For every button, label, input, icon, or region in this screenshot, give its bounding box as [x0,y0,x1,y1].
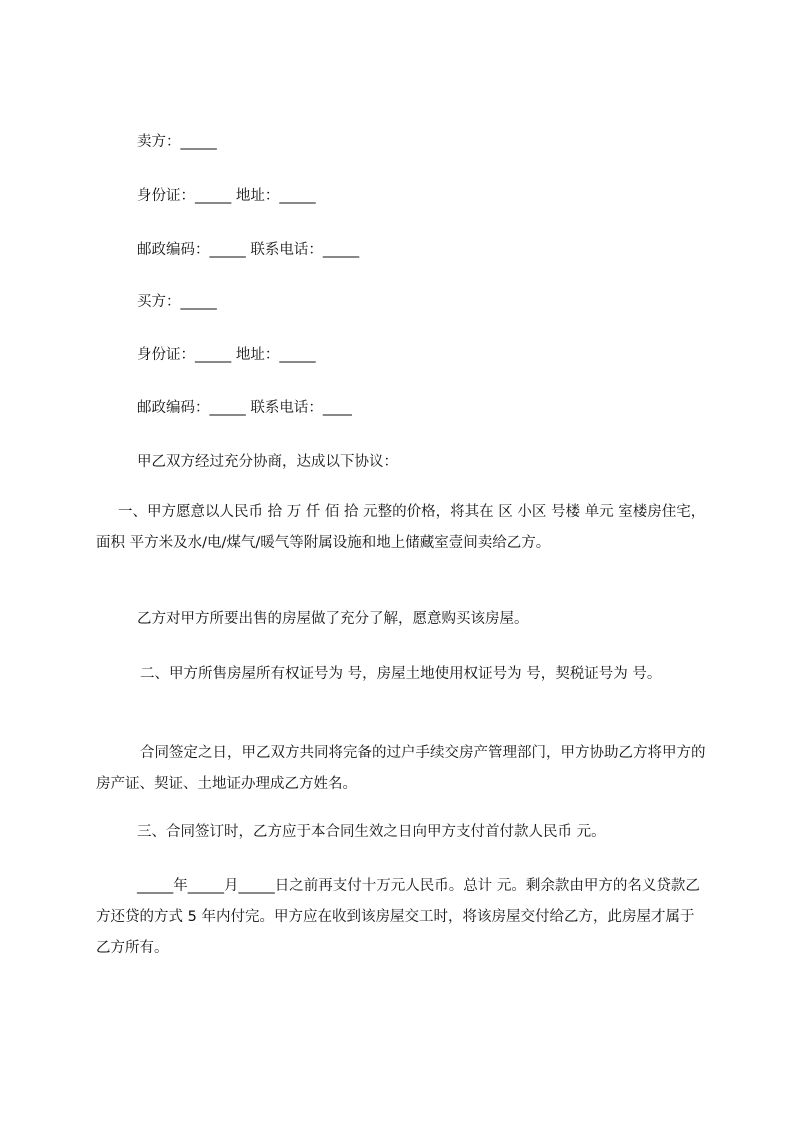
clause-1: 一、甲方愿意以人民币 拾 万 仟 佰 拾 元整的价格，将其在 区 小区 号楼 单元 室楼房住宅，面积 平方米及水/电/煤气/暖气等附属设施和地上储藏室壹间卖给乙方。 [96,504,706,551]
seller-postcode-phone: 邮政编码：_____ 联系电话：_____ [137,242,360,258]
seller-id-address: 身份证：_____ 地址：_____ [137,188,316,204]
clause-2: 二、甲方所售房屋所有权证号为 号，房屋土地使用权证号为 号，契税证号为 号。 [140,666,662,682]
buyer-label: 买方：_____ [137,294,217,310]
buyer-id-address: 身份证：_____ 地址：_____ [137,347,316,363]
clause-3: 三、合同签订时，乙方应于本合同生效之日向甲方支付首付款人民币 元。 [137,824,606,840]
clause-3-note: _____年_____月_____日之前再支付十万元人民币。总计 元。剩余款由甲方的名义贷款乙方还贷的方式 5 年内付完。甲方应在收到该房屋交工时，将该房屋交付给乙方，此房屋才属于乙方所有。 [96,878,700,956]
seller-label: 卖方：_____ [137,134,217,150]
clause-2-note: 合同签定之日，甲乙双方共同将完备的过户手续交房产管理部门，甲方协助乙方将甲方的房产证、契证、土地证办理成乙方姓名。 [96,745,706,792]
clause-1-note: 乙方对甲方所要出售的房屋做了充分了解，愿意购买该房屋。 [137,611,529,627]
intro-text: 甲乙双方经过充分协商，达成以下协议： [137,454,398,470]
buyer-postcode-phone: 邮政编码：_____ 联系电话：____ [137,400,352,416]
